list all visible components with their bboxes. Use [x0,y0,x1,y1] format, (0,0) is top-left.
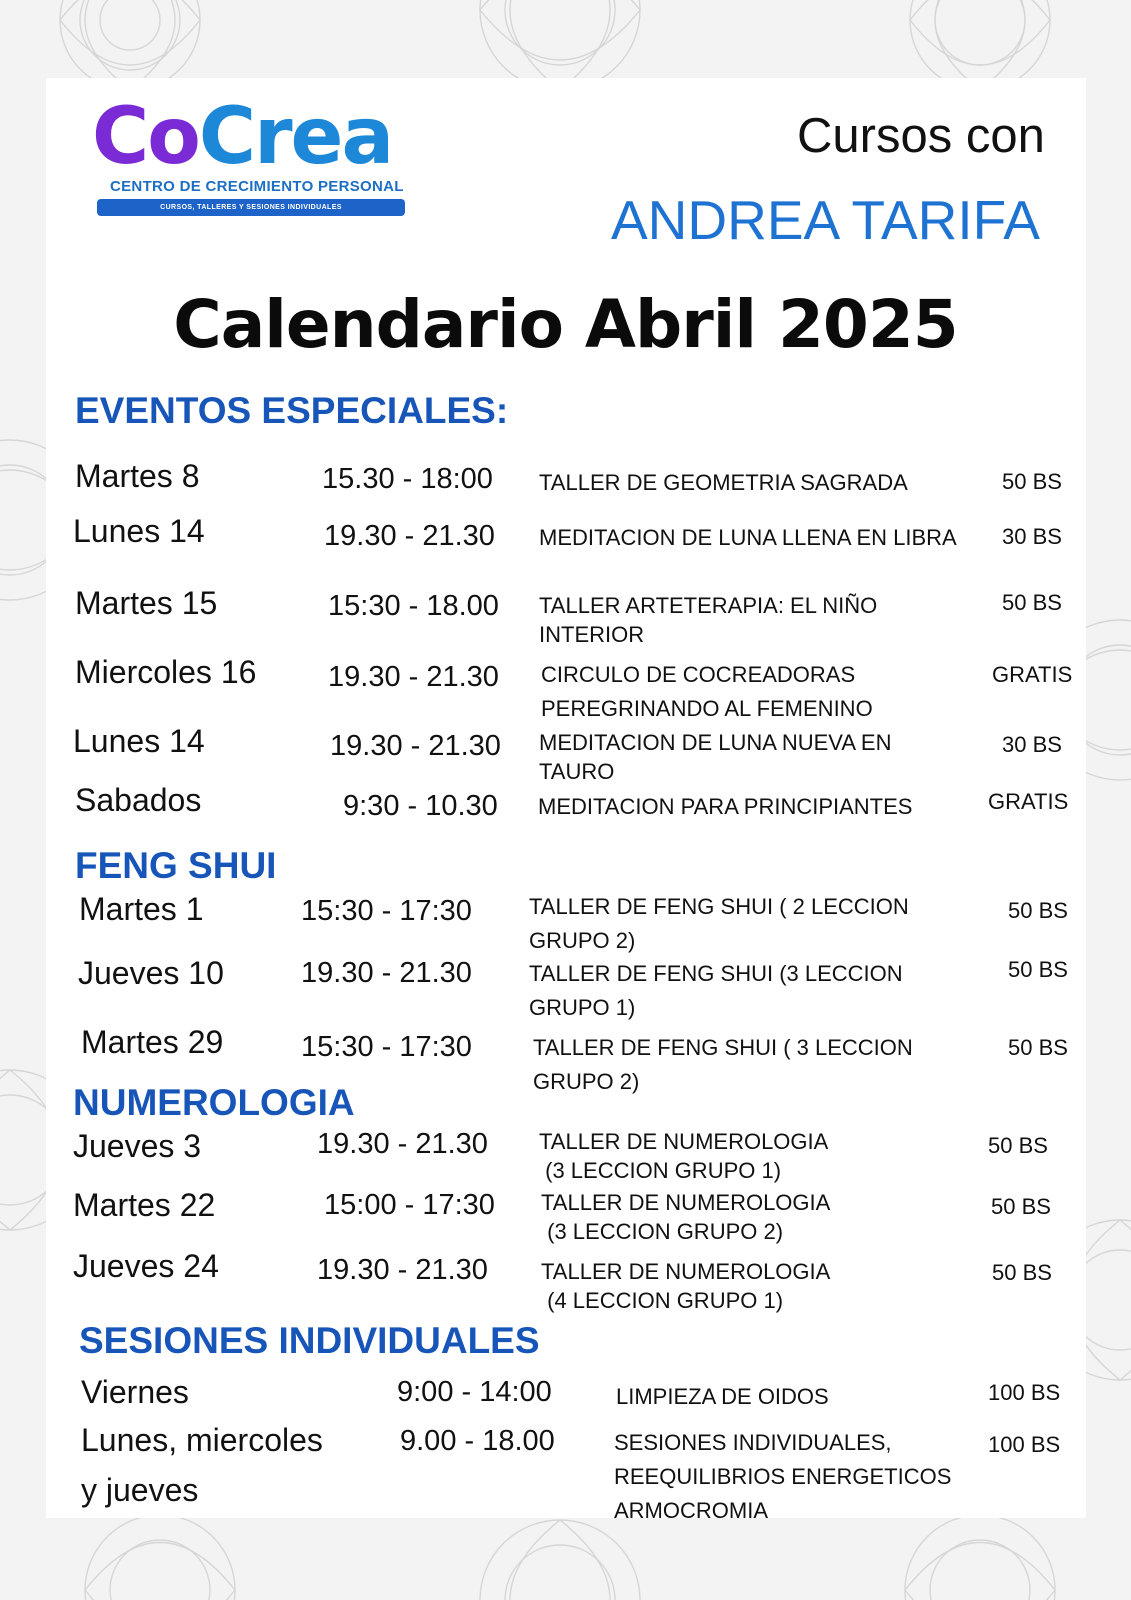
row-day-line-2: y jueves [81,1472,199,1508]
row-description-line-2: PEREGRINANDO AL FEMENINO [541,696,873,721]
row-day: Miercoles 16 [75,654,257,690]
row-description-line-2: REEQUILIBRIOS ENERGETICOS [614,1464,952,1489]
row-description-line-1: TALLER DE FENG SHUI ( 2 LECCION [529,894,909,919]
row-description-line-2: (3 LECCION GRUPO 2) [541,1219,784,1244]
row-description: TALLER ARTETERAPIA: EL NIÑO INTERIOR [539,593,878,647]
row-day: Martes 1 [79,891,204,927]
section-heading-feng-shui: FENG SHUI [75,845,277,886]
row-time: 9:00 - 14:00 [397,1376,552,1408]
row-description-line-1: TALLER DE FENG SHUI ( 3 LECCION [533,1035,913,1060]
row-description: TALLER DE GEOMETRIA SAGRADA [539,470,908,495]
logo-subtitle: CENTRO DE CRECIMIENTO PERSONAL [110,178,404,195]
row-description-line-2: (4 LECCION GRUPO 1) [541,1288,784,1313]
row-price: GRATIS [988,789,1069,814]
section-heading-sesiones: SESIONES INDIVIDUALES [79,1320,540,1361]
row-description-line-1: SESIONES INDIVIDUALES, [614,1430,892,1455]
row-description-line-3: ARMOCROMIA [614,1498,768,1523]
row-description: MEDITACION DE LUNA NUEVA EN TAURO [539,730,892,784]
row-price: 50 BS [1008,898,1068,923]
row-day: Martes 22 [73,1187,216,1223]
row-description-line-2: GRUPO 1) [529,995,636,1020]
cursos-con-label: Cursos con [797,109,1045,163]
row-time: 19.30 - 21.30 [328,661,499,693]
row-day: Lunes 14 [73,513,205,549]
row-time: 19.30 - 21.30 [324,520,495,552]
row-price: 100 BS [988,1380,1061,1405]
row-price: 100 BS [988,1432,1061,1457]
row-time: 19.30 - 21.30 [301,957,472,989]
logo-tagline: CURSOS, TALLERES Y SESIONES INDIVIDUALES [97,199,405,216]
row-description-line-1: TALLER DE NUMEROLOGIA [541,1259,831,1284]
row-price: 50 BS [1002,590,1062,615]
instructor-name: ANDREA TARIFA [611,189,1040,251]
row-description-line-2: GRUPO 2) [533,1069,640,1094]
row-time: 15:30 - 18.00 [328,590,499,622]
row-price: 30 BS [1002,524,1062,549]
row-time: 9:30 - 10.30 [343,790,498,822]
row-price: 30 BS [1002,732,1062,757]
section-heading-eventos: EVENTOS ESPECIALES: [75,390,509,431]
row-description-line-1: TALLER DE FENG SHUI (3 LECCION [529,961,903,986]
row-price: 50 BS [991,1194,1051,1219]
row-day: Lunes 14 [73,723,205,759]
row-day: Martes 8 [75,458,200,494]
row-price: 50 BS [988,1133,1048,1158]
logo-co: Co [92,92,199,182]
row-time: 15:30 - 17:30 [301,1031,472,1063]
row-price: 50 BS [1008,1035,1068,1060]
row-time: 15:00 - 17:30 [324,1189,495,1221]
row-price: 50 BS [1008,957,1068,982]
logo-wordmark [92,92,393,182]
row-day: Jueves 24 [73,1248,219,1284]
row-time: 15:30 - 17:30 [301,895,472,927]
row-day: Viernes [81,1374,189,1410]
row-time: 19.30 - 21.30 [317,1128,488,1160]
section-heading-numerologia: NUMEROLOGIA [73,1082,355,1123]
row-description-line-1: CIRCULO DE COCREADORAS [541,662,856,687]
row-day: Martes 29 [81,1024,224,1060]
row-description: MEDITACION PARA PRINCIPIANTES [538,794,913,819]
row-description-line-1: TALLER DE NUMEROLOGIA [539,1129,829,1154]
row-description-line-2: GRUPO 2) [529,928,636,953]
row-price: 50 BS [992,1260,1052,1285]
logo-crea: Crea [198,92,393,182]
row-day-line-1: Lunes, miercoles [81,1422,323,1458]
row-description-line-1: TALLER DE NUMEROLOGIA [541,1190,831,1215]
row-day: Jueves 10 [78,955,224,991]
row-time: 9.00 - 18.00 [400,1425,555,1457]
row-description: LIMPIEZA DE OIDOS [616,1384,829,1409]
row-price: GRATIS [992,662,1073,687]
page-title: Calendario Abril 2025 [173,286,958,363]
row-time: 19.30 - 21.30 [330,730,501,762]
row-day: Martes 15 [75,585,218,621]
row-description-line-2: (3 LECCION GRUPO 1) [539,1158,782,1183]
row-price: 50 BS [1002,469,1062,494]
row-day: Sabados [75,782,202,818]
row-day: Jueves 3 [73,1128,202,1164]
row-time: 19.30 - 21.30 [317,1254,488,1286]
row-time: 15.30 - 18:00 [322,463,493,495]
row-description: MEDITACION DE LUNA LLENA EN LIBRA [539,525,957,550]
